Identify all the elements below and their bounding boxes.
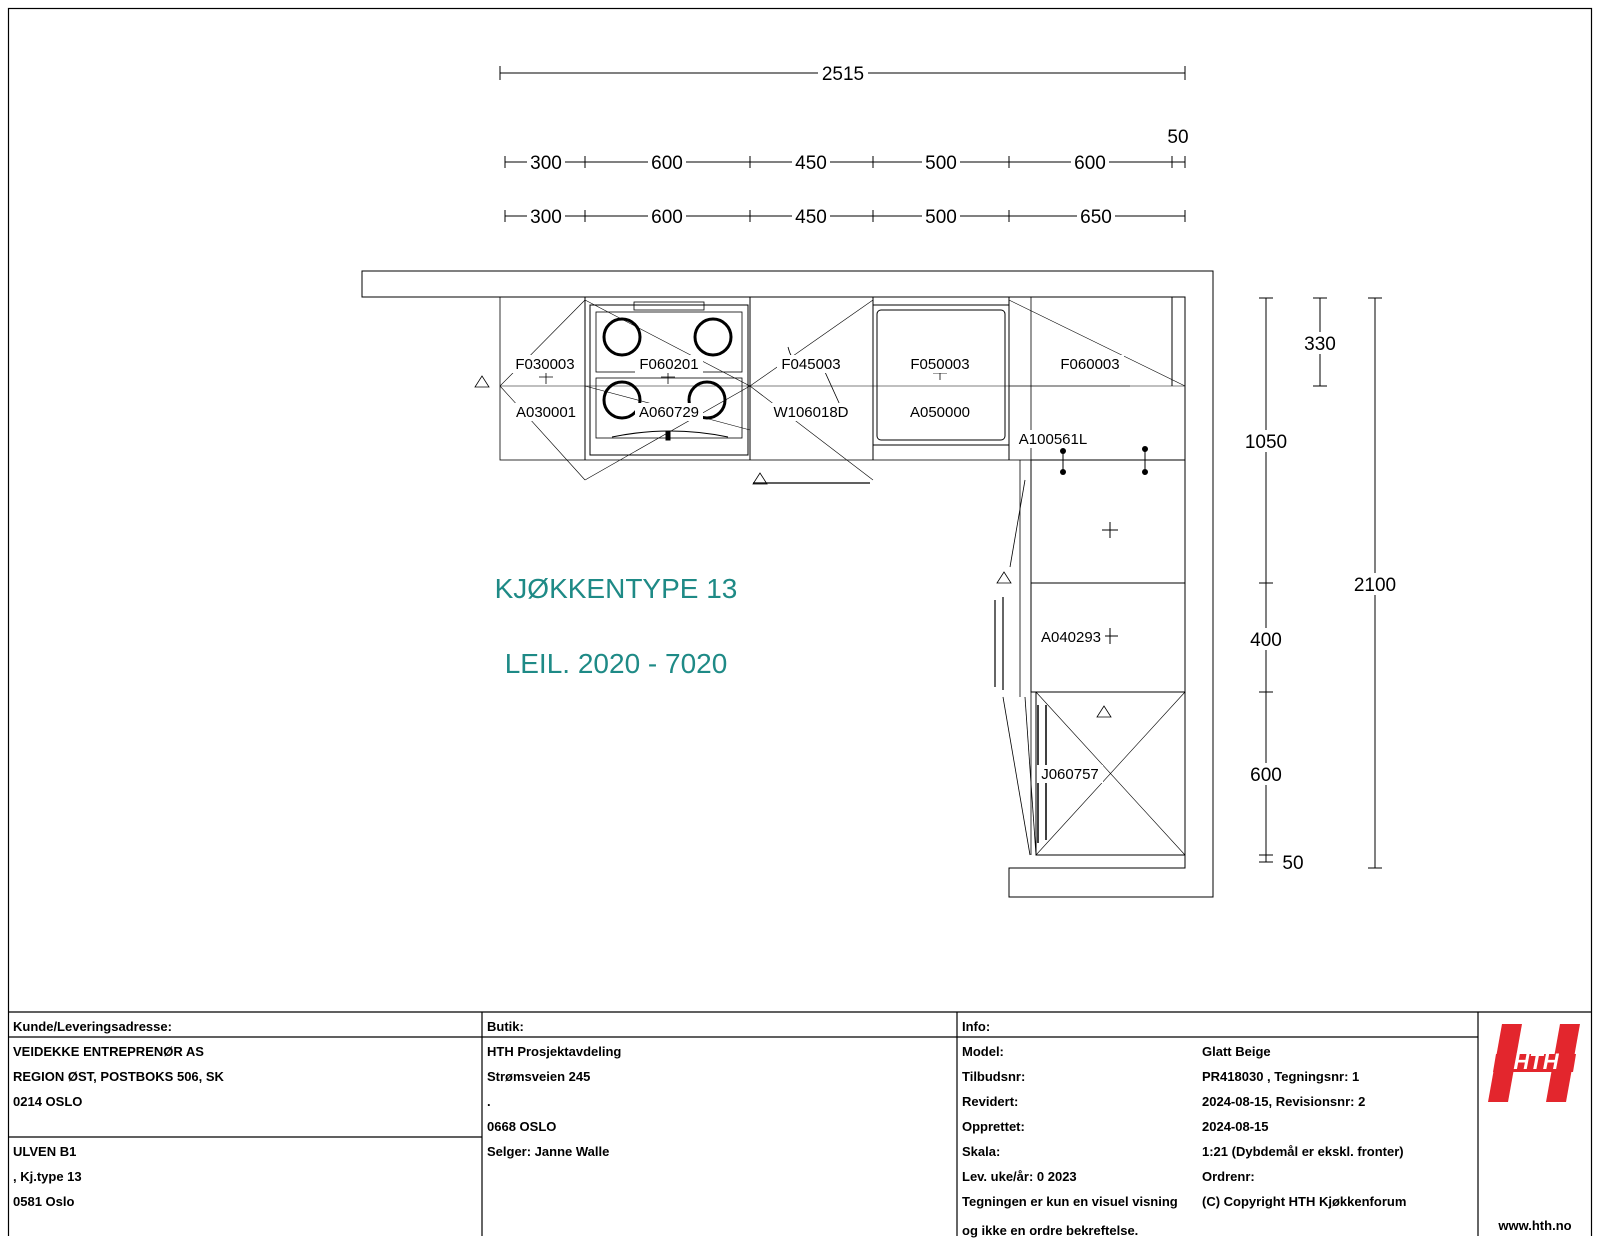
info-label-tilbudsnr: Tilbudsnr: — [962, 1069, 1026, 1084]
label-a030001: A030001 — [515, 404, 577, 421]
shop-line-4: 0668 OSLO — [487, 1119, 557, 1134]
info-disclaimer-2: og ikke en ordre bekreftelse. — [962, 1223, 1139, 1238]
dim-overall-width: 2515 — [821, 64, 865, 85]
cabinet-label-group — [512, 355, 1124, 783]
info-value-revidert: 2024-08-15, Revisionsnr: 2 — [1202, 1094, 1366, 1109]
dim-row2-2: 450 — [795, 207, 827, 228]
customer-header: Kunde/Leveringsadresse: — [13, 1019, 172, 1034]
kitchen-type-title: KJØKKENTYPE 13 — [494, 573, 738, 604]
customer-line-1: VEIDEKKE ENTREPRENØR AS — [13, 1044, 204, 1059]
dim-row2-1: 600 — [651, 207, 683, 228]
customer-line-2: REGION ØST, POSTBOKS 506, SK — [13, 1069, 224, 1084]
dimension-text-group — [527, 61, 1401, 874]
dimension-lines — [500, 66, 1382, 868]
dim-row1-4: 600 — [1074, 153, 1106, 174]
info-labels — [962, 1014, 1198, 1243]
label-a040293: A040293 — [1040, 629, 1102, 646]
burner-back-left — [604, 319, 640, 355]
corner-cabinet — [1031, 460, 1185, 583]
info-value-copyright: (C) Copyright HTH Kjøkkenforum — [1202, 1194, 1407, 1209]
info-value-ordrenr: Ordrenr: — [1202, 1169, 1255, 1184]
dim-row1-1: 600 — [651, 153, 683, 174]
shop-seller: Selger: Janne Walle — [487, 1144, 610, 1159]
dim-row1-0: 300 — [530, 153, 562, 174]
info-label-model: Model: — [962, 1044, 1004, 1059]
dim-right-2100: 2100 — [1353, 575, 1397, 596]
info-label-opprettet: Opprettet: — [962, 1119, 1025, 1134]
burner-back-right — [695, 319, 731, 355]
info-value-opprettet: 2024-08-15 — [1202, 1119, 1269, 1134]
shop-line-1: HTH Prosjektavdeling — [487, 1044, 622, 1059]
shop-line-3: . — [487, 1094, 491, 1109]
delivery-line-1: ULVEN B1 — [13, 1144, 77, 1159]
dim-row2-4: 650 — [1080, 207, 1112, 228]
leg-dots — [1060, 446, 1148, 475]
logo-text: HTH — [1513, 1049, 1559, 1074]
dim-right-50: 50 — [1282, 853, 1304, 874]
label-w106018d: W106018D — [773, 404, 849, 421]
label-f060201: F060201 — [639, 356, 699, 373]
delivery-line-3: 0581 Oslo — [13, 1194, 75, 1209]
burner-front-left — [604, 382, 640, 418]
label-f030003: F030003 — [515, 356, 575, 373]
shop-header: Butik: — [487, 1019, 524, 1034]
label-j060757: J060757 — [1041, 766, 1099, 783]
shop-line-2: Strømsveien 245 — [487, 1069, 591, 1084]
dim-row1-2: 450 — [795, 153, 827, 174]
info-disclaimer-1: Tegningen er kun en visuel visning — [962, 1194, 1178, 1209]
label-a050000: A050000 — [909, 404, 971, 421]
dim-right-400: 400 — [1250, 630, 1282, 651]
dim-row2-0: 300 — [530, 207, 562, 228]
label-f045003: F045003 — [781, 356, 841, 373]
dim-row2-3: 500 — [925, 207, 957, 228]
hth-logo — [1488, 1022, 1584, 1104]
info-values — [1202, 1039, 1474, 1214]
customer-line-3: 0214 OSLO — [13, 1094, 83, 1109]
delivery-section — [13, 1139, 479, 1214]
info-value-tilbudsnr: PR418030 , Tegningsnr: 1 — [1202, 1069, 1360, 1084]
delivery-line-2: , Kj.type 13 — [13, 1169, 82, 1184]
sink-cabinet — [873, 305, 1009, 445]
apartment-range-subtitle: LEIL. 2020 - 7020 — [504, 648, 728, 679]
info-value-model: Glatt Beige — [1202, 1044, 1271, 1059]
label-f050003: F050003 — [910, 356, 970, 373]
customer-section — [13, 1014, 479, 1114]
dim-row1-5: 50 — [1167, 127, 1189, 148]
dim-right-1050: 1050 — [1244, 432, 1288, 453]
label-a100561l: A100561L — [1018, 431, 1088, 448]
dim-right-600: 600 — [1250, 765, 1282, 786]
website-url: www.hth.no — [1498, 1218, 1572, 1233]
info-header: Info: — [962, 1019, 991, 1034]
info-value-skala: 1:21 (Dybdemål er ekskl. fronter) — [1202, 1144, 1404, 1159]
shop-section — [487, 1014, 953, 1164]
info-label-lev-uke: Lev. uke/år: 0 2023 — [962, 1169, 1077, 1184]
dim-right-330: 330 — [1304, 334, 1336, 355]
info-label-revidert: Revidert: — [962, 1094, 1019, 1109]
info-label-skala: Skala: — [962, 1144, 1001, 1159]
label-f060003: F060003 — [1060, 356, 1120, 373]
label-a060729: A060729 — [638, 404, 700, 421]
dim-row1-3: 500 — [925, 153, 957, 174]
